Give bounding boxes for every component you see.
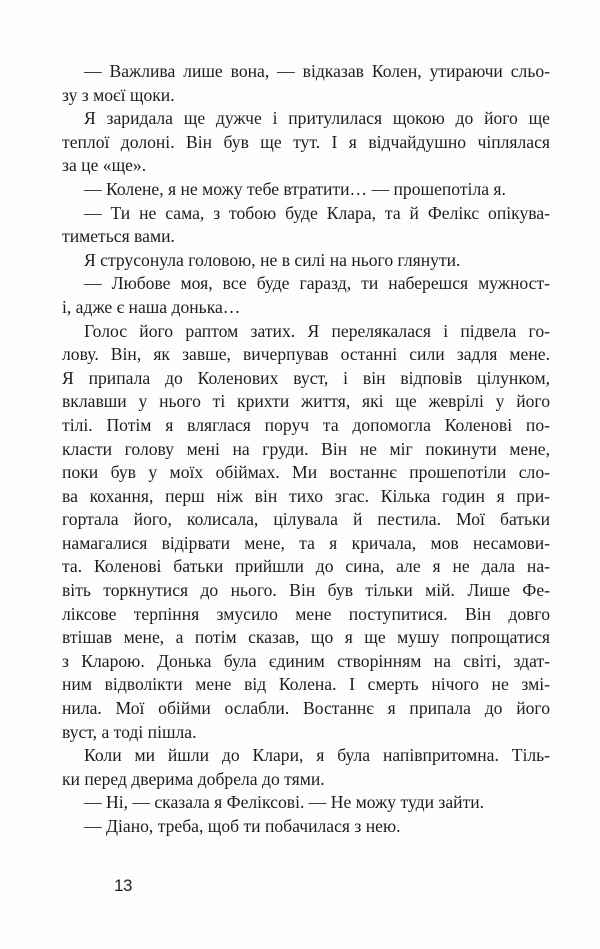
text-line: гортала його, колисала, цілувала й пестила. Мої батьки: [62, 509, 550, 530]
text-line: Коли ми йшли до Клари, я була напівпритомна. Тіль-: [84, 745, 550, 766]
text-line: нила. Мої обійми ослабли. Востаннє я припала до його: [62, 698, 550, 719]
text-line: — Колене, я не можу тебе втратити… — прошепотіла я.: [84, 178, 506, 199]
text-line: — Ти не сама, з тобою буде Клара, та й Фелікс опікува-: [84, 202, 550, 223]
text-line: тиметься вами.: [62, 226, 175, 247]
text-line: ним відволікти мене від Колена. І смерть нічого не змі-: [62, 674, 550, 695]
text-line: — Ні, — сказала я Феліксові. — Не можу туди зайти.: [84, 792, 485, 813]
text-line: зу з моєї щоки.: [62, 84, 175, 105]
text-line: Я заридала ще дужче і притулилася щокою до його ще: [84, 108, 550, 129]
text-line: за це «ще».: [62, 155, 147, 176]
body-text: [62, 60, 550, 839]
text-line: ки перед дверима добрела до тями.: [62, 768, 325, 789]
page-number: 13: [114, 876, 132, 895]
text-line: з Кларою. Донька була єдиним створінням на світі, здат-: [62, 650, 550, 671]
text-line: Я струсонула головою, не в силі на нього глянути.: [84, 249, 461, 270]
text-line: — Важлива лише вона, — відказав Колен, утираючи сльо-: [84, 61, 550, 81]
text-line: Я припала до Коленових вуст, і він відповів цілунком,: [62, 367, 550, 388]
text-line: ва кохання, перш ніж він тихо згас. Кілька годин я при-: [62, 485, 550, 506]
text-line: вклавши у нього ті крихти життя, які ще жеврілі у його: [62, 391, 550, 412]
text-line: — Діано, треба, щоб ти побачилася з нею.: [84, 816, 401, 836]
text-line: лову. Він, як завше, вичерпував останні сили задля мене.: [62, 344, 550, 365]
text-line: ліксове терпіння змусило мене поступитися. Він довго: [62, 603, 550, 624]
text-line: вуст, а тоді пішла.: [62, 721, 197, 742]
text-line: і, адже є наша донька…: [62, 296, 241, 317]
text-line: та. Коленові батьки прийшли до сина, але я не дала на-: [62, 556, 550, 577]
text-line: теплої долоні. Він був ще тут. І я відчайдушно чіплялася: [62, 131, 550, 152]
text-line: віть торкнутися до нього. Він був тільки мій. Лише Фе-: [62, 580, 550, 601]
text-line: — Любове моя, все буде гаразд, ти наберешся мужност-: [84, 273, 550, 294]
text-line: Голос його раптом затих. Я перелякалася і підвела го-: [84, 320, 550, 341]
text-line: намагалися відірвати мене, та я кричала, мов несамови-: [62, 532, 550, 553]
text-line: класти голову мені на груди. Він не міг покинути мене,: [62, 438, 550, 459]
text-line: поки був у моїх обіймах. Ми востаннє прошепотіли сло-: [62, 462, 550, 483]
text-line: тілі. Потім я вляглася поруч та допомогла Коленові по-: [62, 414, 550, 435]
text-line: втішав мене, а потім сказав, що я ще мушу попрощатися: [62, 627, 550, 648]
